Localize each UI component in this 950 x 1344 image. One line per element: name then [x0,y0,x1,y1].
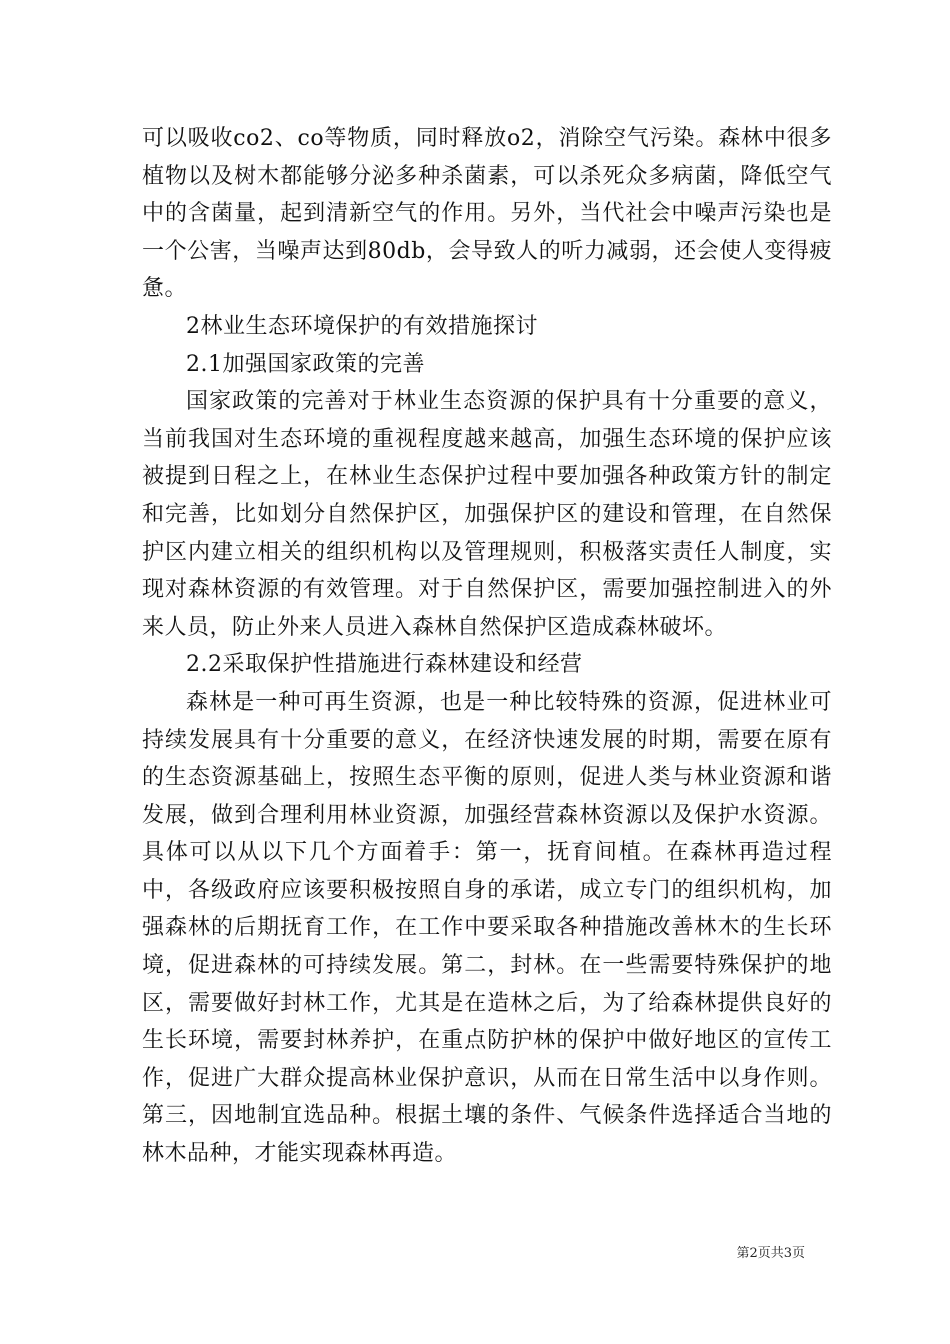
page-number-footer: 第2页共3页 [736,1246,805,1261]
paragraph-forest-protection-measures: 森林是一种可再生资源，也是一种比较特殊的资源，促进林业可持续发展具有十分重要的意义，在经济快速发展的时期，需要在原有的生态资源基础上，按照生态平衡的原则，促进人类与林业资源和谐发展，做到合理利用林业资源，加强经营森林资源以及保护水资源。具体可以从以下几个方面着手：第一，抚育间植。在森林再造过程中，各级政府应该要积极按照自身的承诺，成立专门的组织机构，加强森林的后期抚育工作，在工作中要采取各种措施改善林木的生长环境，促进森林的可持续发展。第二，封林。在一些需要特殊保护的地区，需要做好封林工作，尤其是在造林之后，为了给森林提供良好的生长环境，需要封林养护，在重点防护林的保护中做好地区的宣传工作，促进广大群众提高林业保护意识，从而在日常生活中以身作则。第三，因地制宜选品种。根据土壤的条件、气候条件选择适合当地的林木品种，才能实现森林再造。 [142,689,832,1167]
document-body [142,120,832,1173]
subsection-heading-2-1: 2.1加强国家政策的完善 [186,351,425,377]
paragraph-continued: 可以吸收co2、co等物质，同时释放o2，消除空气污染。森林中很多植物以及树木都能够分泌多种杀菌素，可以杀死众多病菌，降低空气中的含菌量，起到清新空气的作用。另外，当代社会中噪声污染也是一个公害，当噪声达到80db，会导致人的听力减弱，还会使人变得疲惫。 [142,126,832,302]
paragraph-national-policy: 国家政策的完善对于林业生态资源的保护具有十分重要的意义，当前我国对生态环境的重视程度越来越高，加强生态环境的保护应该被提到日程之上，在林业生态保护过程中要加强各种政策方针的制定和完善，比如划分自然保护区，加强保护区的建设和管理，在自然保护区内建立相关的组织机构以及管理规则，积极落实责任人制度，实现对森林资源的有效管理。对于自然保护区，需要加强控制进入的外来人员，防止外来人员进入森林自然保护区造成森林破坏。 [142,389,832,640]
subsection-heading-2-2: 2.2采取保护性措施进行森林建设和经营 [186,652,583,678]
section-heading-2: 2林业生态环境保护的有效措施探讨 [186,313,538,339]
